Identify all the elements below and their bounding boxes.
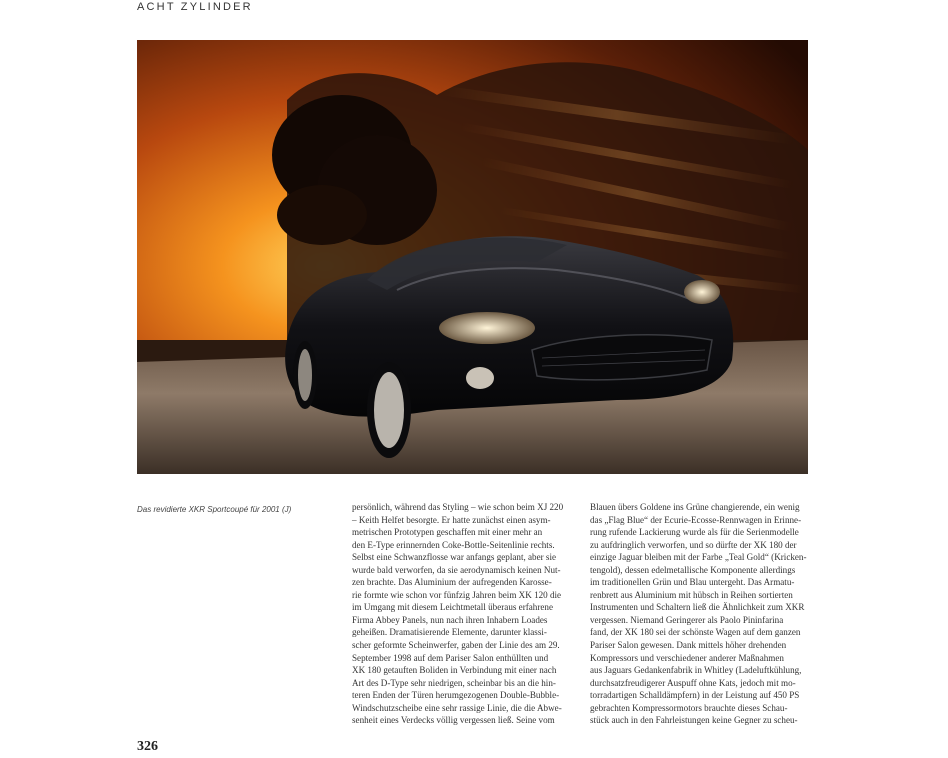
text-line: Selbst eine Schwanzflosse war anfangs geplant, aber sie xyxy=(352,552,557,563)
text-line: Instrumenten und Schaltern ließ die Ähnlichkeit zum XKR xyxy=(590,602,805,613)
text-line: Blauen übers Goldene ins Grüne changierende, ein wenig xyxy=(590,502,800,512)
text-line: rung rufende Lackierung wurde als für die Serienmodelle xyxy=(590,527,799,538)
text-line: rie formte wie schon vor fünfzig Jahren beim XK 120 die xyxy=(352,589,562,600)
text-line: Windschutzscheibe eine sehr rassige Linie, die die Abwe- xyxy=(352,702,562,713)
text-line: den E-Type erinnernden Coke-Bottle-Seitenlinie rechts. xyxy=(352,539,555,550)
car-photo xyxy=(137,40,808,474)
text-line: senheit eines Verdecks völlig vergessen ließ. Seine vom xyxy=(352,715,555,726)
text-line: scher geformte Scheinwerfer, gaben der Linie des am 29. xyxy=(352,640,560,651)
running-head: ACHT ZYLINDER xyxy=(137,1,253,13)
text-line: Kompressors und verschiedener anderer Maßnahmen xyxy=(590,652,784,663)
text-line: stück auch in den Fahrleistungen keine Gegner zu scheu- xyxy=(590,715,798,726)
text-line: zen brachte. Das Aluminium der aufregenden Karosse- xyxy=(352,577,552,588)
text-line: Firma Abbey Panels, nun nach ihren Inhabern Loades xyxy=(352,614,548,625)
text-line: zu aufdringlich verworfen, und so dürfte der XK 180 der xyxy=(590,539,797,550)
text-line: metrischen Prototypen geschaffen mit einer mehr an xyxy=(352,527,543,538)
text-line: das „Flag Blue“ der Ecurie-Ecosse-Rennwagen in Erinne- xyxy=(590,514,802,525)
text-line: tengold), dessen edelmetallische Komponente allerdings xyxy=(590,564,796,575)
text-column-1 xyxy=(352,501,570,727)
text-line: Pariser Salon gewesen. Dank mittels höher drehenden xyxy=(590,640,787,651)
text-line: vergessen. Niemand Geringerer als Paolo Pininfarina xyxy=(590,614,784,625)
text-line: XK 180 getauften Boliden in Verbindung mit einer nach xyxy=(352,665,557,676)
text-line: geheißen. Dramatisierende Elemente, darunter klassi- xyxy=(352,627,547,638)
text-line: aus Jaguars Gedankenfabrik in Whitley (Ladeluftkühlung, xyxy=(590,665,802,676)
text-line: gebrachten Kompressormotors brauchte dieses Schau- xyxy=(590,702,788,713)
text-line: durchsatzfreudigerer Auspuff ohne Kats, jedoch mit mo- xyxy=(590,677,796,688)
text-line: wurde bald verworfen, da sie aerodynamisch keinen Nut- xyxy=(352,564,561,575)
text-line: im traditionellen Grün und Blau untergeht. Das Armatu- xyxy=(590,577,795,588)
text-line: September 1998 auf dem Pariser Salon enthüllten und xyxy=(352,652,549,663)
text-line: persönlich, während das Styling – wie schon beim XJ 220 xyxy=(352,502,564,512)
text-line: einzige Jaguar bleiben mit der Farbe „Teal Gold“ (Kricken- xyxy=(590,552,807,563)
text-line: torradartigen Schalldämpfern) in der Leistung auf 450 PS xyxy=(590,690,800,701)
photo-caption: Das revidierte XKR Sportcoupé für 2001 (J) xyxy=(137,505,292,514)
text-line: – Keith Helfet besorgte. Er hatte zunächst einen asym- xyxy=(352,514,551,525)
text-line: im Umgang mit diesem Leichtmetall überaus erfahrene xyxy=(352,602,553,613)
text-column-2 xyxy=(590,501,808,727)
text-line: teren Enden der Türen herumgezogenen Double-Bubble- xyxy=(352,690,560,701)
text-line: renbrett aus Aluminium mit hübsch in Reihen sortierten xyxy=(590,589,793,600)
page-number: 326 xyxy=(137,739,158,754)
text-line: Art des D-Type sehr niedrigen, scheinbar bis an die hin- xyxy=(352,677,556,688)
text-line: fand, der XK 180 sei der schönste Wagen auf dem ganzen xyxy=(590,627,801,638)
car-photo-illustration xyxy=(137,40,808,474)
